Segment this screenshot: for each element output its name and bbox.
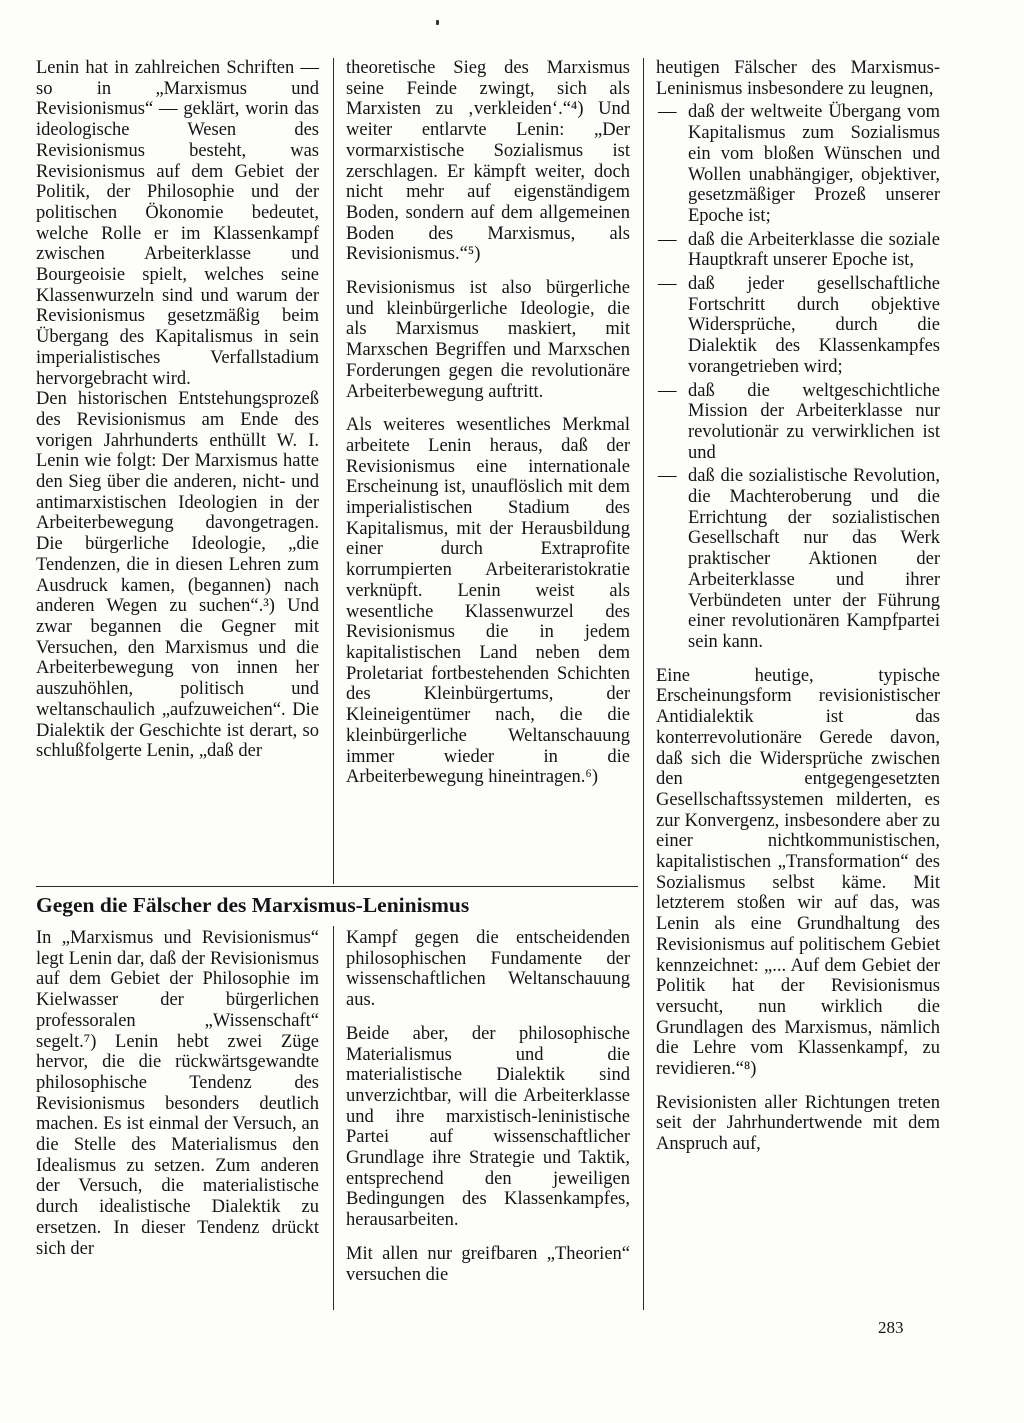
list-item-text: daß die Arbeiterklasse die soziale Hauptkraft unserer Epoche ist, xyxy=(688,229,940,271)
paragraph: Den historischen Entstehungsprozeß des Revisionismus am Ende des vorigen Jahrhunderts enthüllt W. I. Lenin wie folgt: Der Marxismus hatte den Sieg über die anderen, nicht- und antimarxistischen Ideologien in der Arbeiterbewegung davongetragen. Die bürgerliche Ideologie, „die Tendenzen, die in diesen Lehren zum Ausdruck kamen, (begannen) nach anderen Wegen zu suchen“.³) Und zwar begannen die Gegner mit Versuchen, den Marxismus und die Arbeiterbewegung von innen her auszuhöhlen, politisch und weltanschaulich „aufzuweichen“. Die Dialektik der Geschichte ist derart, so schlußfolgerte Lenin, „daß der xyxy=(36,389,319,762)
paragraph: Revisionisten aller Richtungen treten seit der Jahrhundertwende mit dem Anspruch auf, xyxy=(656,1092,940,1155)
column-1-top xyxy=(36,58,319,762)
list-item xyxy=(656,381,940,464)
section-heading: Gegen die Fälscher des Marxismus-Leninismus xyxy=(36,893,470,917)
paragraph: In „Marxismus und Revisionismus“ legt Lenin dar, daß der Revisionismus auf dem Gebiet der Philosophie im Kielwasser der bürgerlichen professoralen „Wissenschaft“ segelt.⁷) Lenin hebt zwei Züge hervor, die die rückwärtsgewandte philosophische Tendenz des Revisionismus besonders deutlich machen. Es ist einmal der Versuch, an die Stelle des Materialismus den Idealismus zu setzen. Zum anderen der Versuch, die materialistische durch idealistische Dialektik zu ersetzen. In dieser Tendenz drückt sich der xyxy=(36,928,319,1259)
page-number: 283 xyxy=(878,1318,904,1337)
column-1-bottom xyxy=(36,928,319,1259)
dash-marker: — xyxy=(658,274,677,295)
paragraph: Kampf gegen die entscheidenden philosophischen Fundamente der wissenschaftlichen Weltanschauung aus. xyxy=(346,928,630,1011)
dash-marker: — xyxy=(658,380,677,401)
list-item-text: daß jeder gesellschaftliche Fortschritt durch objektive Widersprüche, durch die Dialektik des Klassenkampfes vorangetrieben wird; xyxy=(688,274,940,377)
column-rule-1-bottom xyxy=(333,926,334,1310)
heading-rule xyxy=(36,886,638,887)
paragraph: Als weiteres wesentliches Merkmal arbeitete Lenin heraus, daß der Revisionismus eine internationale Erscheinung ist, unauflöslich mit dem imperialistischen Stadium des Kapitalismus, mit der Herausbildung einer durch Extraprofite korrumpierten Arbeiteraristokratie verknüpft. Lenin weist als wesentliche Klassenwurzel des Revisionismus die in jedem kapitalistischen Land neben dem Proletariat fortbestehenden Schichten des Kleinbürgertums, der Kleineigentümer nach, die die kleinbürgerliche Weltanschauung immer wieder in die Arbeiterbewegung hineintragen.⁶) xyxy=(346,415,630,788)
dash-marker: — xyxy=(658,229,677,250)
list-item xyxy=(656,102,940,226)
paragraph: theoretische Sieg des Marxismus seine Feinde zwingt, sich als Marxisten zu ‚verkleiden‘.“⁴) Und weiter entlarvte Lenin: „Der vormarxistische Sozialismus ist zerschlagen. Er kämpft weiter, doch nicht mehr auf eigenständigem Boden, sondern auf dem allgemeinen Boden des Marxismus, als Revisionismus.“⁵) xyxy=(346,58,630,265)
paragraph: Revisionismus ist also bürgerliche und kleinbürgerliche Ideologie, die als Marxismus maskiert, mit Marxschen Begriffen und Marxschen Forderungen gegen die revolutionäre Arbeiterbewegung auftritt. xyxy=(346,278,630,402)
column-3 xyxy=(656,58,940,1155)
paragraph: Beide aber, der philosophische Materialismus und die materialistische Dialektik sind unverzichtbar, will die Arbeiterklasse und ihre marxistisch-leninistische Partei auf wissenschaftlicher Grundlage ihre Strategie und Taktik, entsprechend den jeweiligen Bedingungen des Klassenkampfes, herausarbeiten. xyxy=(346,1023,630,1231)
column-rule-1-top xyxy=(333,58,334,884)
list-item xyxy=(656,274,940,378)
list-item xyxy=(656,230,940,271)
dash-list xyxy=(656,102,940,652)
paragraph: Eine heutige, typische Erscheinungsform revisionistischer Antidialektik ist das konterrevolutionäre Gerede davon, daß sich die Widersprüche zwischen den entgegengesetzten Gesellschaftssystemen milderten, es zur Konvergenz, insbesondere aber zu einer nichtkommunistischen, kapitalistischen „Transformation“ des Sozialismus selbst käme. Mit letzterem stoßen wir auf das, was Lenin als eine Grundhaltung des Revisionismus auf politischem Gebiet kennzeichnet: „... Auf dem Gebiet der Politik hat der Revisionismus versucht, nun wirklich die Grundlagen des Marxismus, nämlich die Lehre vom Klassenkampf, zu revidieren.“⁸) xyxy=(656,665,940,1080)
column-2-bottom xyxy=(346,928,630,1285)
list-item-text: daß die sozialistische Revolution, die Machteroberung und die Errichtung der sozialistischen Gesellschaft nur das Werk praktischer Aktionen der Arbeiterklasse und ihrer Verbündeten unter der Führung einer revolutionären Kampfpartei sein kann. xyxy=(688,466,940,652)
list-item-text: daß der weltweite Übergang vom Kapitalismus zum Sozialismus ein vom bloßen Wünschen und Wollen unabhängiger, objektiver, gesetzmäßiger Prozeß unserer Epoche ist; xyxy=(688,102,940,226)
paragraph: Lenin hat in zahlreichen Schriften — so in „Marxismus und Revisionismus“ — geklärt, worin das ideologische Wesen des Revisionismus besteht, was Revisionismus auf dem Gebiet der Politik, der Philosophie und der politischen Ökonomie bedeutet, welche Rolle er im Klassenkampf zwischen Arbeiterklasse und Bourgeoisie spielt, welches seine Klassenwurzeln sind und warum der Revisionismus gesetzmäßig beim Übergang des Kapitalismus in sein imperialistisches Verfallstadium hervorgebracht wird. xyxy=(36,58,319,389)
paragraph: Mit allen nur greifbaren „Theorien“ versuchen die xyxy=(346,1243,630,1285)
dash-marker: — xyxy=(658,466,677,487)
paragraph: heutigen Fälscher des Marxismus-Leninismus insbesondere zu leugnen, xyxy=(656,58,940,99)
dash-marker: — xyxy=(658,102,677,123)
column-2-top xyxy=(346,58,630,788)
print-speck xyxy=(436,20,439,25)
list-item xyxy=(656,466,940,652)
column-rule-2 xyxy=(643,58,644,1310)
list-item-text: daß die weltgeschichtliche Mission der Arbeiterklasse nur revolutionär zu verwirklichen ist und xyxy=(688,380,940,463)
